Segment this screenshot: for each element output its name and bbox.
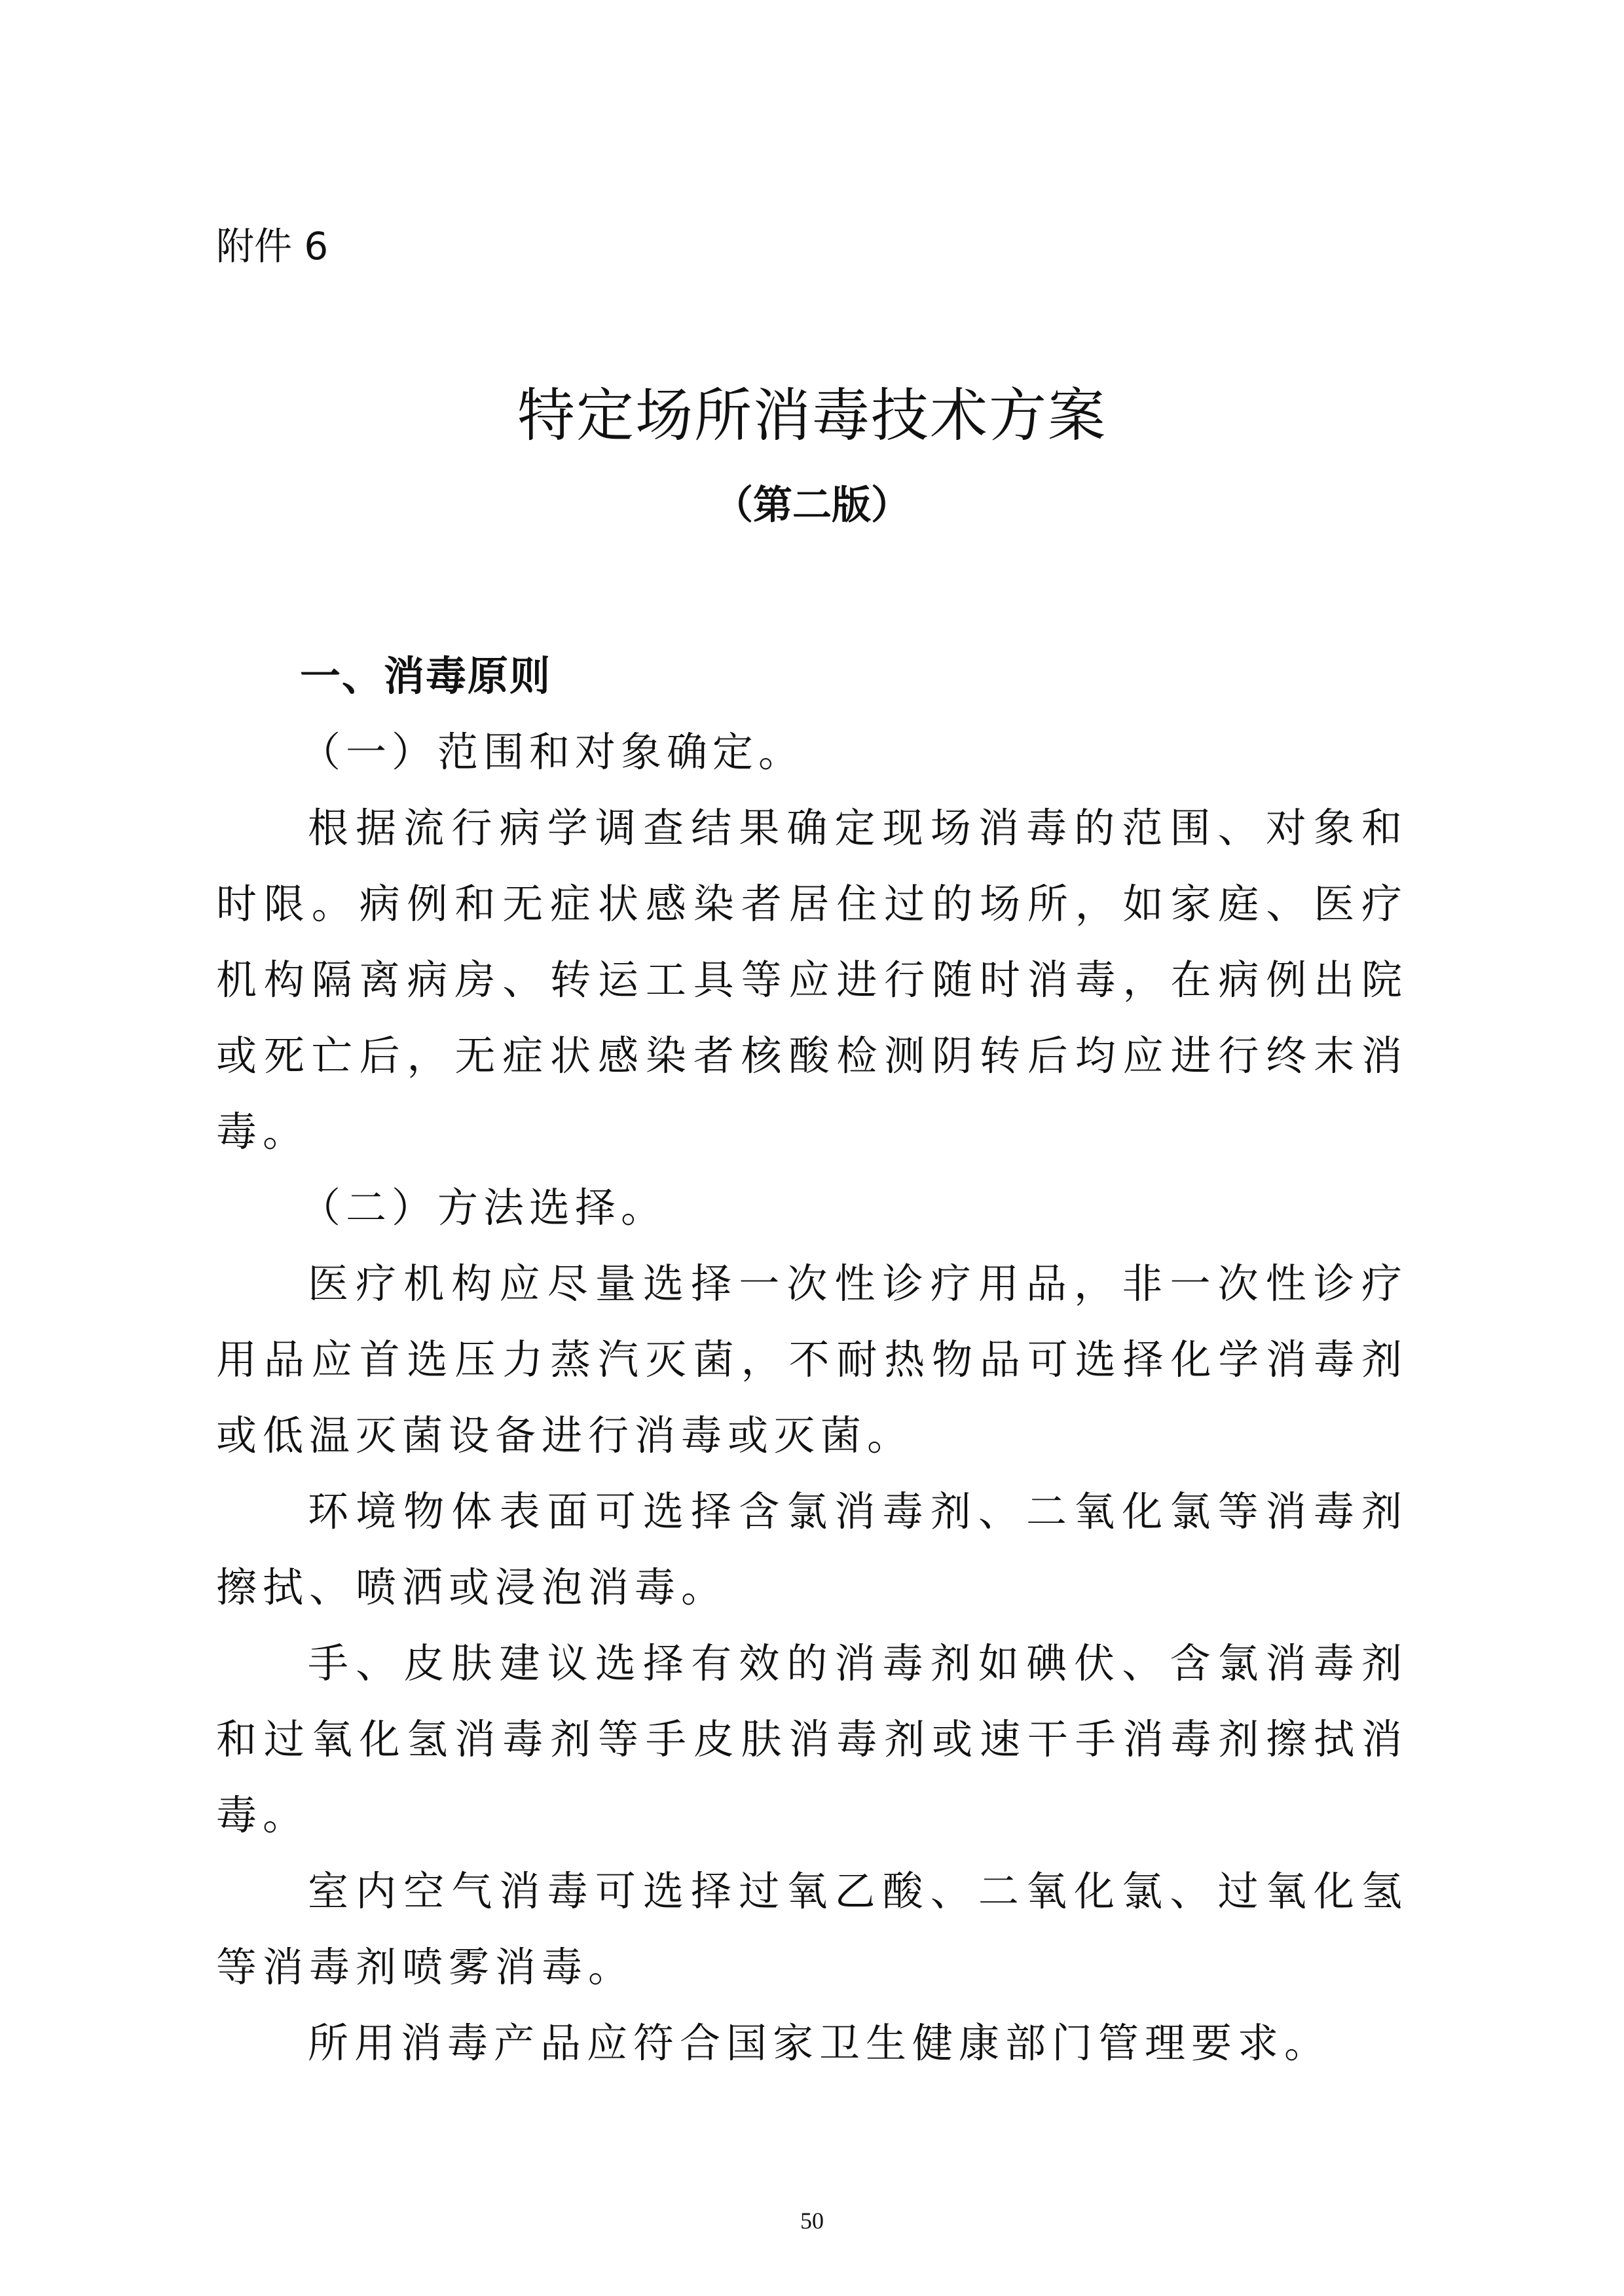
- paragraph: 手、皮肤建议选择有效的消毒剂如碘伏、含氯消毒剂和过氧化氢消毒剂等手皮肤消毒剂或速干手消毒剂擦拭消毒。: [216, 1639, 1408, 1839]
- section-heading: 一、消毒原则: [300, 652, 552, 700]
- paragraph: 室内空气消毒可选择过氧乙酸、二氧化氯、过氧化氢等消毒剂喷雾消毒。: [216, 1867, 1408, 1991]
- subsection-heading: （二）方法选择。: [300, 1184, 667, 1231]
- paragraph: 根据流行病学调查结果确定现场消毒的范围、对象和时限。病例和无症状感染者居住过的场所，如家庭、医疗机构隔离病房、转运工具等应进行随时消毒，在病例出院或死亡后，无症状感染者核酸检测阴转后均应进行终末消毒。: [216, 804, 1408, 1156]
- subsection-heading: （一）范围和对象确定。: [300, 728, 805, 776]
- edition-label: （第二版）: [714, 483, 910, 528]
- paragraph: 所用消毒产品应符合国家卫生健康部门管理要求。: [308, 2019, 1331, 2067]
- page-number: 50: [800, 2208, 824, 2234]
- paragraph: 医疗机构应尽量选择一次性诊疗用品，非一次性诊疗用品应首选压力蒸汽灭菌，不耐热物品可选择化学消毒剂或低温灭菌设备进行消毒或灭菌。: [216, 1260, 1408, 1459]
- document-title: 特定场所消毒技术方案: [517, 382, 1107, 449]
- attachment-label: 附件 6: [216, 224, 329, 268]
- document-body: [216, 638, 1408, 2081]
- paragraph: 环境物体表面可选择含氯消毒剂、二氧化氯等消毒剂擦拭、喷洒或浸泡消毒。: [216, 1487, 1408, 1611]
